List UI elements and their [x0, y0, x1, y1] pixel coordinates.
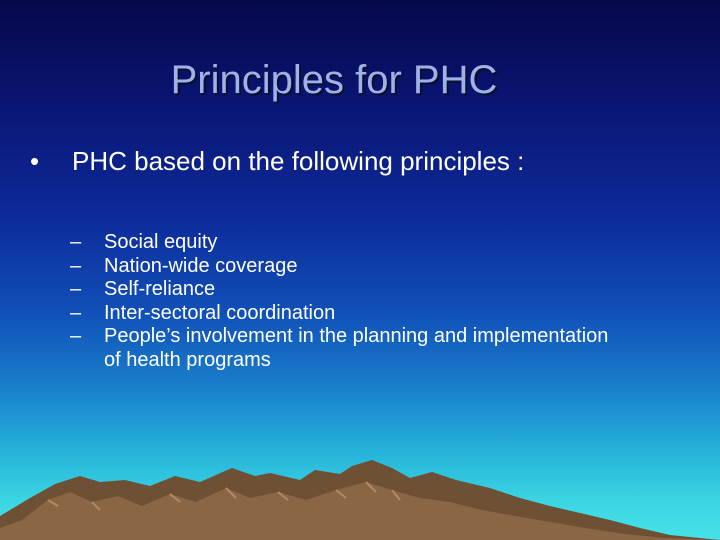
mountains-illustration: [0, 440, 720, 540]
sub-bullet-item: [70, 255, 630, 279]
main-bullet: [30, 146, 524, 177]
dash-marker: –: [70, 254, 82, 277]
slide-title: Principles for PHC: [170, 58, 498, 102]
sub-bullet-text: Social equity: [104, 231, 218, 253]
dash-marker: –: [70, 278, 82, 300]
sub-bullet-item: [70, 278, 630, 302]
dash-marker: –: [70, 301, 82, 324]
bullet-marker: •: [30, 146, 40, 176]
sub-bullet-list: [70, 231, 630, 372]
dash-marker: –: [70, 231, 82, 253]
dash-marker: –: [70, 325, 82, 347]
main-bullet-text: PHC based on the following principles :: [72, 146, 525, 176]
sub-bullet-text: Self-reliance: [104, 278, 216, 300]
sub-bullet-text: Nation-wide coverage: [104, 254, 298, 277]
sub-bullet-text: Inter-sectoral coordination: [104, 301, 336, 324]
sub-bullet-item: [70, 325, 630, 372]
sub-bullet-item: [70, 302, 630, 326]
sub-bullet-item: [70, 231, 630, 255]
sub-bullet-text: People’s involvement in the planning and implementation of health programs: [104, 325, 609, 371]
